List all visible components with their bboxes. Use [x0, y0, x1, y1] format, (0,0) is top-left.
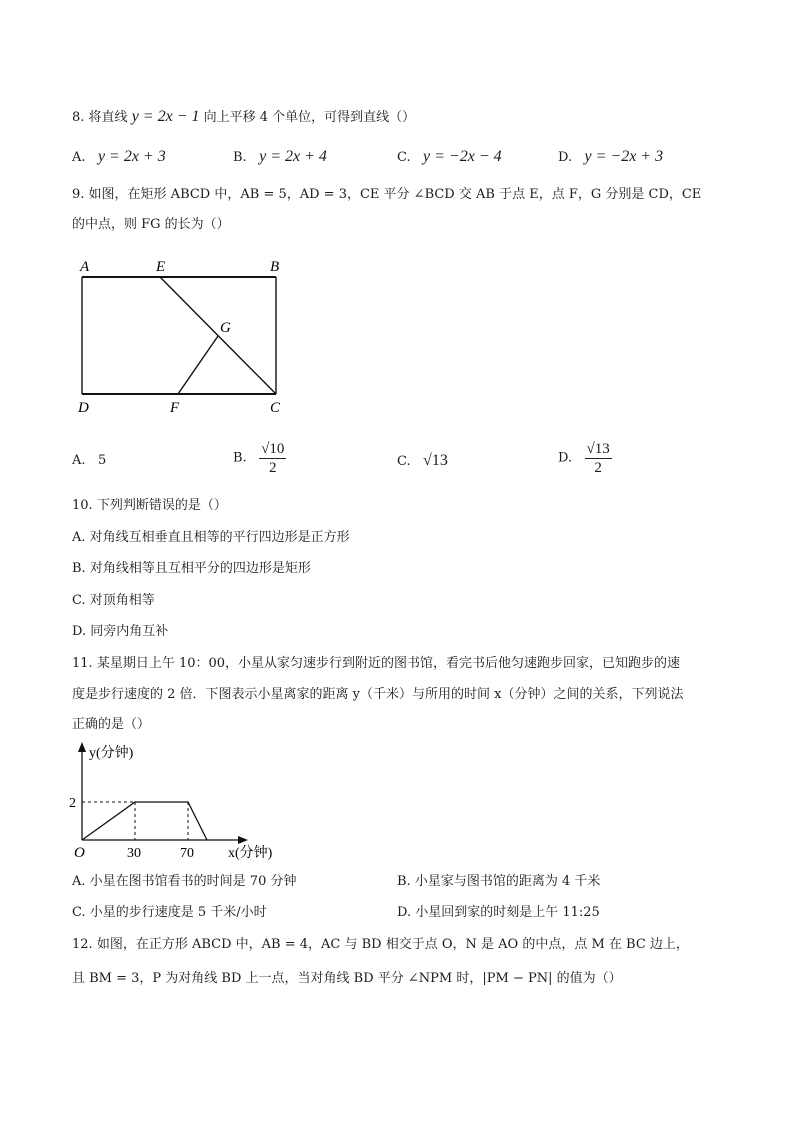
question-11-line2: 度是步行速度的 2 倍．下图表示小星离家的距离 y（千米）与所用的时间 x（分钟）之间的关系，下列说法: [72, 687, 684, 702]
question-9-line2: 的中点，则 FG 的长为（）: [72, 217, 230, 232]
denominator: 2: [594, 460, 602, 476]
question-number: 11.: [72, 656, 93, 671]
y-axis-label: y(分钟): [89, 746, 134, 761]
option-label: A.: [72, 874, 86, 889]
question-number: 8.: [72, 110, 85, 125]
label-e: E: [156, 259, 166, 275]
fraction: [259, 440, 286, 477]
numerator: √10: [261, 441, 285, 457]
q8-option-a[interactable]: [72, 148, 166, 167]
option-value: y = −2x − 4: [423, 148, 502, 165]
distance-time-graph: [65, 740, 295, 865]
q11-option-a[interactable]: [72, 873, 296, 891]
question-11: [72, 655, 680, 673]
numerator: √13: [586, 441, 610, 457]
y-tick-2: 2: [69, 796, 76, 811]
segment-fg: [178, 336, 218, 394]
question-text: 某星期日上午 10：00，小星从家匀速步行到附近的图书馆，看完书后他匀速跑步回家，已知跑步的速: [96, 656, 681, 671]
option-label: A.: [72, 150, 86, 165]
question-text: 将直线: [88, 110, 128, 125]
q8-option-c[interactable]: [397, 148, 502, 167]
q10-option-d[interactable]: [72, 623, 168, 641]
question-number: 12.: [72, 937, 93, 952]
option-label: C.: [397, 454, 411, 469]
option-label: B.: [397, 874, 411, 889]
fraction: [585, 440, 612, 477]
q10-option-c[interactable]: [72, 592, 155, 610]
question-11-line3: 正确的是（）: [72, 717, 151, 732]
question-text: 向上平移 4 个单位，可得到直线（）: [203, 110, 416, 125]
option-label: B.: [233, 150, 247, 165]
option-value: 小星的步行速度是 5 千米/小时: [89, 905, 267, 920]
question-12-line2: 且 BM = 3，P 为对角线 BD 上一点，当对角线 BD 平分 ∠NPM 时，|PM − PN| 的值为（）: [72, 971, 622, 986]
question-8: [72, 108, 415, 127]
option-label: B.: [72, 561, 86, 576]
question-9: [72, 186, 701, 204]
q9-option-c[interactable]: [397, 452, 448, 471]
option-value: y = −2x + 3: [584, 148, 664, 165]
q10-option-a[interactable]: [72, 529, 350, 547]
q9-option-b[interactable]: [233, 440, 286, 477]
option-label: C.: [397, 150, 411, 165]
question-12: [72, 936, 689, 954]
question-text: 下列判断错误的是（）: [96, 498, 227, 513]
label-g: G: [220, 320, 231, 336]
option-value: 小星在图书馆看书的时间是 70 分钟: [89, 874, 297, 889]
label-b: B: [270, 259, 280, 275]
option-label: B.: [233, 450, 247, 466]
label-f: F: [170, 400, 180, 416]
option-value: 5: [97, 453, 107, 468]
question-text: 如图，在矩形 ABCD 中，AB = 5，AD = 3，CE 平分 ∠BCD 交 AB 于点 E，点 F，G 分别是 CD，CE: [88, 187, 702, 202]
question-10: [72, 497, 227, 515]
x-tick-30: 30: [127, 846, 141, 861]
option-label: C.: [72, 593, 86, 608]
question-number: 9.: [72, 187, 85, 202]
label-a: A: [80, 259, 90, 275]
x-tick-70: 70: [180, 846, 194, 861]
denominator: 2: [268, 460, 277, 476]
option-label: D.: [558, 150, 573, 165]
question-number: 10.: [72, 498, 93, 513]
x-axis-label: x(分钟): [228, 846, 273, 861]
segment-ce: [160, 277, 276, 394]
q8-option-b[interactable]: [233, 148, 327, 167]
option-label: A.: [72, 453, 86, 468]
question-text: 如图，在正方形 ABCD 中，AB = 4，AC 与 BD 相交于点 O，N 是 AO 的中点，点 M 在 BC 边上，: [96, 937, 689, 952]
option-value: 对角线互相垂直且相等的平行四边形是正方形: [89, 530, 350, 545]
x-axis-arrow: [238, 836, 248, 844]
option-label: D.: [558, 450, 573, 466]
label-c: C: [270, 400, 281, 416]
option-label: D.: [72, 624, 87, 639]
q11-option-d[interactable]: [397, 904, 600, 922]
q9-option-d[interactable]: [558, 440, 612, 477]
option-label: D.: [397, 905, 412, 920]
label-d: D: [78, 400, 89, 416]
option-label: C.: [72, 905, 86, 920]
q11-option-b[interactable]: [397, 873, 600, 891]
q9-option-a[interactable]: [72, 452, 106, 470]
option-value: y = 2x + 3: [97, 148, 166, 165]
q8-option-d[interactable]: [558, 148, 663, 167]
y-axis-arrow: [78, 742, 86, 752]
option-value: 同旁内角互补: [90, 624, 169, 639]
option-value: 对角线相等且互相平分的四边形是矩形: [89, 561, 311, 576]
option-value: 小星家与图书馆的距离为 4 千米: [414, 874, 601, 889]
option-value: 对顶角相等: [89, 593, 155, 608]
option-value: y = 2x + 4: [259, 148, 327, 165]
equation: y = 2x − 1: [131, 108, 200, 125]
option-label: A.: [72, 530, 86, 545]
rectangle-figure: [70, 255, 300, 420]
option-value: 小星回到家的时刻是上午 11:25: [415, 905, 600, 920]
q11-option-c[interactable]: [72, 904, 267, 922]
q10-option-b[interactable]: [72, 560, 311, 578]
origin-label: O: [74, 845, 85, 861]
option-value: √13: [423, 452, 448, 469]
